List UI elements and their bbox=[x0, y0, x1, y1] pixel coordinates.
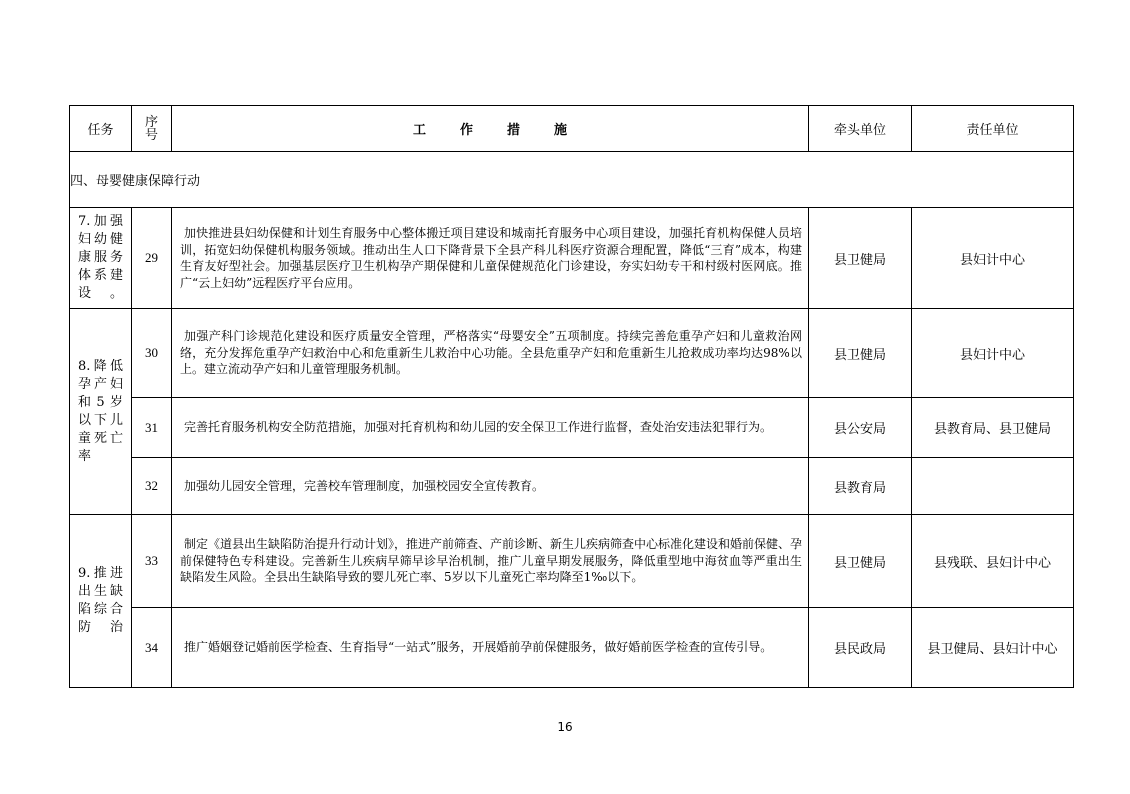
measure-cell: 制定《道县出生缺陷防治提升行动计划》，推进产前筛查、产前诊断、新生儿疾病筛查中心标准化建设和婚前保健、孕前保健特色专科建设。完善新生儿疾病早筛早诊早治机制，推广儿童早期发展服务，降低重型地中海贫血等严重出生缺陷发生风险。全县出生缺陷导致的婴儿死亡率、5岁以下儿童死亡率均降至1‰以下。 bbox=[172, 515, 809, 608]
lead-unit-cell: 县卫健局 bbox=[809, 309, 912, 398]
header-task: 任务 bbox=[70, 106, 132, 152]
table-row bbox=[70, 208, 1074, 309]
measure-cell: 加强幼儿园安全管理，完善校车管理制度，加强校园安全宣传教育。 bbox=[172, 458, 809, 515]
seq-cell: 31 bbox=[132, 398, 172, 458]
section-row bbox=[70, 152, 1074, 208]
seq-cell: 30 bbox=[132, 309, 172, 398]
header-lead-unit: 牵头单位 bbox=[809, 106, 912, 152]
measure-cell: 推广婚姻登记婚前医学检查、生育指导“一站式”服务，开展婚前孕前保健服务，做好婚前医学检查的宣传引导。 bbox=[172, 608, 809, 688]
task-cell: 9.推进出生缺陷综合防治 bbox=[70, 515, 132, 688]
resp-unit-cell: 县残联、县妇计中心 bbox=[912, 515, 1074, 608]
section-title: 四、母婴健康保障行动 bbox=[70, 152, 1074, 208]
seq-cell: 32 bbox=[132, 458, 172, 515]
resp-unit-cell: 县卫健局、县妇计中心 bbox=[912, 608, 1074, 688]
seq-cell: 33 bbox=[132, 515, 172, 608]
table-row bbox=[70, 515, 1074, 608]
measure-cell: 完善托育服务机构安全防范措施，加强对托育机构和幼儿园的安全保卫工作进行监督，查处治安违法犯罪行为。 bbox=[172, 398, 809, 458]
task-cell: 7.加强妇幼健康服务体系建设。 bbox=[70, 208, 132, 309]
header-resp-unit: 责任单位 bbox=[912, 106, 1074, 152]
lead-unit-cell: 县民政局 bbox=[809, 608, 912, 688]
lead-unit-cell: 县卫健局 bbox=[809, 515, 912, 608]
table-row bbox=[70, 309, 1074, 398]
resp-unit-cell: 县妇计中心 bbox=[912, 309, 1074, 398]
lead-unit-cell: 县卫健局 bbox=[809, 208, 912, 309]
measure-cell: 加快推进县妇幼保健和计划生育服务中心整体搬迁项目建设和城南托育服务中心项目建设，加强托育机构保健人员培训，拓宽妇幼保健机构服务领域。推动出生人口下降背景下全县产科儿科医疗资源合理配置，降低“三育”成本，构建生育友好型社会。加强基层医疗卫生机构孕产期保健和儿童保健规范化门诊建设，夯实妇幼专干和村级村医网底。推广“云上妇幼”远程医疗平台应用。 bbox=[172, 208, 809, 309]
lead-unit-cell: 县公安局 bbox=[809, 398, 912, 458]
resp-unit-cell: 县妇计中心 bbox=[912, 208, 1074, 309]
task-cell: 8.降低孕产妇和5岁以下儿童死亡率 bbox=[70, 309, 132, 515]
lead-unit-cell: 县教育局 bbox=[809, 458, 912, 515]
header-seq-label: 序号 bbox=[144, 114, 158, 143]
resp-unit-cell: 县教育局、县卫健局 bbox=[912, 398, 1074, 458]
table-row bbox=[70, 458, 1074, 515]
resp-unit-cell bbox=[912, 458, 1074, 515]
measures-table bbox=[69, 105, 1074, 688]
measure-cell: 加强产科门诊规范化建设和医疗质量安全管理，严格落实“母婴安全”五项制度。持续完善危重孕产妇和儿童救治网络，充分发挥危重孕产妇救治中心和危重新生儿救治中心功能。全县危重孕产妇和危重新生儿抢救成功率均达98%以上。建立流动孕产妇和儿童管理服务机制。 bbox=[172, 309, 809, 398]
table-row bbox=[70, 608, 1074, 688]
seq-cell: 34 bbox=[132, 608, 172, 688]
header-seq bbox=[132, 106, 172, 152]
header-measures-label: 工作措施 bbox=[412, 123, 601, 138]
seq-cell: 29 bbox=[132, 208, 172, 309]
header-measures bbox=[172, 106, 809, 152]
table-header-row bbox=[70, 106, 1074, 152]
page-number: 16 bbox=[557, 720, 573, 734]
table-row bbox=[70, 398, 1074, 458]
document-page bbox=[69, 105, 1073, 688]
